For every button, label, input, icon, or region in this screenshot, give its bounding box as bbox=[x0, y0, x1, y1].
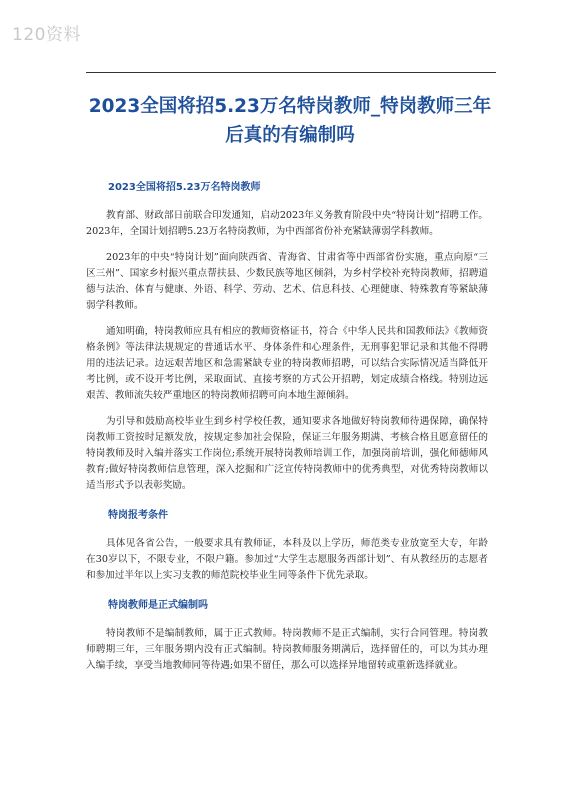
paragraph: 为引导和鼓励高校毕业生到乡村学校任教，通知要求各地做好特岗教师待遇保障，确保特岗教师工资按时足额发放，按规定参加社会保险，保证三年服务期满、考核合格且愿意留任的特岗教师及时入编并落实工作岗位;系统开展特岗教师培训工作，加强岗前培训，强化师德师风教育;做好特岗教师信息管理，深入挖掘和广泛宣传特岗教师中的优秀典型，对优秀特岗教师以适当形式予以表彰奖励。 bbox=[86, 416, 488, 491]
page-title: 2023全国将招5.23万名特岗教师_特岗教师三年后真的有编制吗 bbox=[88, 96, 492, 146]
section-heading: 特岗教师是正式编制吗 bbox=[108, 600, 208, 611]
article-body bbox=[86, 180, 488, 684]
section-heading: 2023全国将招5.23万名特岗教师 bbox=[108, 182, 261, 193]
paragraph: 具体见各省公告，一般要求具有教师证，本科及以上学历，师范类专业放宽至大专，年龄在30岁以下，不限专业，不限户籍。参加过“大学生志愿服务西部计划”、有从教经历的志愿者和参加过半年以上实习支教的师范院校毕业生同等条件下优先录取。 bbox=[86, 538, 488, 581]
paragraph: 通知明确，特岗教师应具有相应的教师资格证书，符合《中华人民共和国教师法》《教师资格条例》等法律法规规定的普通话水平、身体条件和心理条件，无刑事犯罪记录和其他不得聘用的违法记录。边远艰苦地区和急需紧缺专业的特岗教师招聘，可以结合实际情况适当降低开考比例，或不设开考比例，采取面试、直接考察的方式公开招聘，划定成绩合格线。特别边远艰苦、教师流失较严重地区的特岗教师招聘可向本地生源倾斜。 bbox=[86, 326, 488, 401]
section-heading: 特岗报考条件 bbox=[108, 510, 168, 521]
paragraph: 教育部、财政部日前联合印发通知，启动2023年义务教育阶段中央“特岗计划”招聘工作。2023年，全国计划招聘5.23万名特岗教师，为中西部省份补充紧缺薄弱学科教师。 bbox=[86, 210, 488, 237]
header-divider bbox=[86, 72, 496, 73]
paragraph: 特岗教师不是编制教师，属于正式教师。特岗教师不是正式编制，实行合同管理。特岗教师聘期三年，三年服务期内没有正式编制。特岗教师服务期满后，选择留任的，可以为其办理入编手续，享受当地教师同等待遇;如果不留任，那么可以选择异地留转或重新选择就业。 bbox=[86, 628, 488, 671]
paragraph: 2023年的中央“特岗计划”面向陕西省、青海省、甘肃省等中西部省份实施，重点向原“三区三州”、国家乡村振兴重点帮扶县、少数民族等地区倾斜，为乡村学校补充特岗教师，招聘道德与法治、体育与健康、外语、科学、劳动、艺术、信息科技、心理健康、特殊教育等紧缺薄弱学科教师。 bbox=[86, 252, 488, 311]
watermark-logo: 120资料 bbox=[12, 25, 81, 45]
